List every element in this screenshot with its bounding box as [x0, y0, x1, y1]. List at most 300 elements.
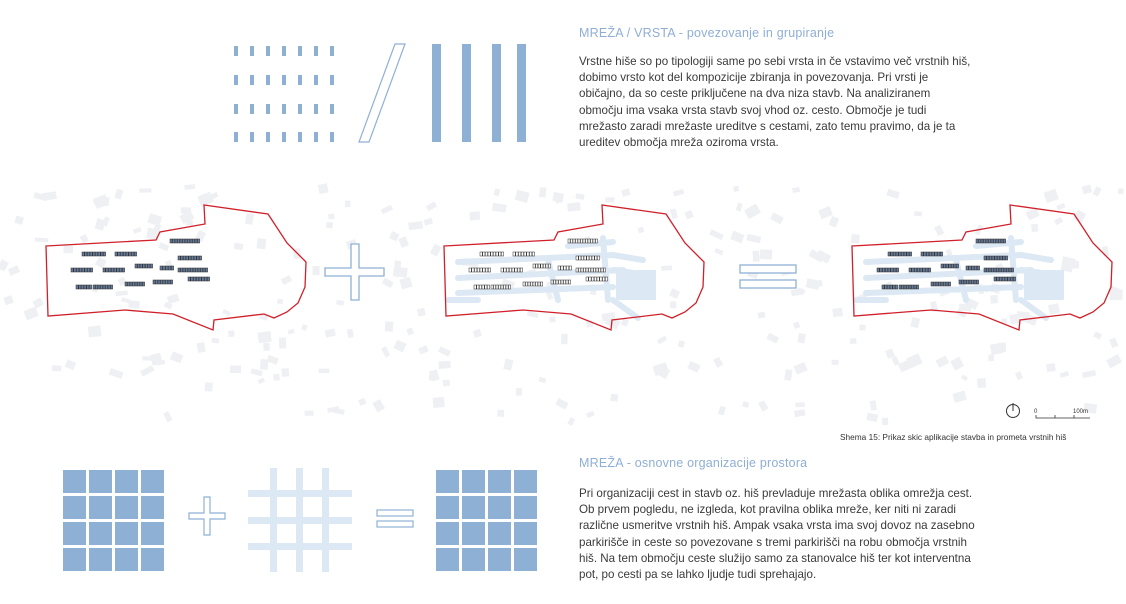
grid-block [89, 548, 112, 571]
house-unit [972, 280, 974, 284]
house-unit [586, 268, 588, 272]
house-unit [126, 252, 128, 256]
background-building [990, 295, 998, 304]
house-unit [559, 280, 561, 284]
house-unit [949, 264, 951, 268]
background-building [393, 340, 406, 353]
house-unit [1008, 277, 1010, 281]
house-unit [93, 252, 95, 256]
house-unit [912, 268, 914, 272]
house-unit [917, 268, 919, 272]
grid-block [63, 496, 86, 519]
house-unit [71, 268, 73, 272]
house-unit [604, 268, 606, 272]
background-building [93, 194, 109, 209]
house-unit [591, 268, 593, 272]
house-unit [188, 268, 190, 272]
background-building [197, 342, 206, 353]
house-unit [129, 252, 131, 256]
house-unit [546, 264, 548, 268]
background-building [1060, 371, 1070, 378]
scale-bar [1034, 409, 1090, 418]
house-unit [939, 282, 941, 286]
grid-block [115, 548, 138, 571]
background-building [167, 293, 180, 304]
house-unit [196, 277, 198, 281]
house-unit [538, 264, 540, 268]
house-unit [485, 285, 487, 289]
house-unit [999, 268, 1001, 272]
house-unit [163, 280, 165, 284]
house-unit [171, 266, 173, 270]
background-building [257, 377, 265, 384]
background-building [245, 213, 254, 225]
house-unit [84, 285, 86, 289]
house-unit [558, 266, 560, 270]
background-building [211, 338, 219, 344]
house-unit [949, 282, 951, 286]
house-unit [205, 277, 207, 281]
house-unit [589, 256, 591, 260]
background-building [714, 248, 723, 255]
house-unit [934, 282, 936, 286]
house-unit [883, 268, 885, 272]
background-building [784, 369, 792, 381]
house-unit [518, 268, 520, 272]
house-unit [135, 282, 137, 286]
house-unit [115, 252, 117, 256]
house-unit [989, 239, 991, 243]
house-unit [181, 268, 183, 272]
background-building [424, 218, 433, 226]
area-boundary [46, 205, 306, 330]
house-unit [994, 268, 996, 272]
house-unit [111, 268, 113, 272]
dash-mark [266, 132, 270, 142]
dash-mark [330, 75, 334, 85]
house-unit [548, 264, 550, 268]
house-unit [106, 285, 108, 289]
background-building [621, 318, 629, 326]
house-unit [977, 280, 979, 284]
house-unit [593, 239, 595, 243]
house-unit [150, 264, 152, 268]
house-unit [1002, 277, 1004, 281]
house-unit [587, 256, 589, 260]
background-building [473, 329, 482, 338]
house-unit [597, 256, 599, 260]
house-unit [486, 268, 488, 272]
house-unit [583, 239, 585, 243]
background-building [1017, 311, 1030, 318]
background-building [794, 409, 805, 417]
house-unit [595, 256, 597, 260]
house-unit [487, 285, 489, 289]
dash-mark [330, 46, 334, 56]
house-unit [76, 285, 78, 289]
slash-separator [359, 44, 405, 142]
house-unit [569, 266, 571, 270]
background-building [758, 400, 768, 411]
grid-block [462, 548, 485, 571]
house-unit [1004, 239, 1006, 243]
grid-block [63, 548, 86, 571]
grid-block [89, 496, 112, 519]
background-building [140, 365, 154, 376]
background-building [381, 346, 390, 357]
dash-mark [234, 104, 238, 114]
house-unit [1003, 256, 1005, 260]
background-building [14, 216, 24, 225]
background-building [263, 343, 270, 351]
house-unit [506, 285, 508, 289]
house-unit [551, 280, 553, 284]
grid-block [436, 548, 459, 571]
house-unit [203, 268, 205, 272]
top-section-heading: MREŽA / VRSTA - povezovanje in grupiranje [579, 26, 835, 40]
dash-mark [234, 75, 238, 85]
grid-block [141, 548, 164, 571]
background-building [109, 368, 124, 379]
house-unit [569, 280, 571, 284]
house-unit [199, 256, 201, 260]
background-building [760, 249, 773, 259]
house-unit [938, 252, 940, 256]
house-unit [170, 239, 172, 243]
house-unit [194, 277, 196, 281]
house-unit [504, 268, 506, 272]
background-building [266, 355, 278, 365]
grid-block [462, 470, 485, 493]
house-unit [591, 239, 593, 243]
house-unit [74, 268, 76, 272]
house-unit [986, 239, 988, 243]
house-unit [188, 277, 190, 281]
background-building [1015, 371, 1023, 380]
house-unit [197, 256, 199, 260]
house-unit [202, 277, 204, 281]
background-building [586, 411, 595, 418]
house-unit [178, 256, 180, 260]
bottom-section-heading: MREŽA - osnovne organizacije prostora [579, 456, 808, 470]
background-building [438, 346, 451, 357]
house-unit [158, 280, 160, 284]
house-unit [561, 266, 563, 270]
background-building [793, 322, 800, 329]
grid-block [514, 548, 537, 571]
background-building [818, 206, 833, 219]
house-unit [504, 285, 506, 289]
house-unit [482, 285, 484, 289]
house-unit [114, 268, 116, 272]
house-unit [190, 239, 192, 243]
background-building [730, 231, 745, 244]
background-building [8, 265, 20, 276]
house-unit [123, 252, 125, 256]
house-unit [584, 256, 586, 260]
house-unit [899, 285, 901, 289]
house-unit [578, 239, 580, 243]
house-unit [79, 268, 81, 272]
dash-mark [314, 132, 318, 142]
background-building [718, 406, 726, 416]
house-unit [901, 252, 903, 256]
house-unit [89, 285, 91, 289]
house-unit [189, 256, 191, 260]
house-unit [554, 280, 556, 284]
house-unit [499, 285, 501, 289]
house-unit [959, 280, 961, 284]
background-building [318, 183, 329, 194]
house-unit [186, 268, 188, 272]
house-unit [180, 239, 182, 243]
road-segment [1021, 255, 1051, 260]
background-building [406, 327, 414, 335]
background-building [561, 334, 568, 345]
house-unit [196, 268, 198, 272]
background-building [552, 192, 564, 203]
house-unit [81, 285, 83, 289]
dash-mark [298, 132, 302, 142]
background-building [258, 331, 272, 343]
dash-mark [282, 132, 286, 142]
house-unit [935, 252, 937, 256]
house-unit [120, 268, 122, 272]
grid-block [89, 522, 112, 545]
house-unit [931, 282, 933, 286]
background-building [1082, 185, 1093, 195]
background-building [794, 362, 808, 375]
house-unit [926, 268, 928, 272]
house-unit [153, 280, 155, 284]
house-unit [479, 285, 481, 289]
dash-mark [314, 104, 318, 114]
dash-mark [250, 104, 254, 114]
bottom-section-paragraph: Pri organizaciji cest in stavb oz. hiš prevladuje mrežasta oblika omrežja cest. Ob prvem pogledu, ne izgleda, kot pravilna oblika mreže, ker niti ni zaradi različne usmeritve vrstnih hiš. Ampak vsaka vrsta ima svoj dovoz na zasebno parkirišče in ceste so povezovane s tremi parkirišči na robu območja vrstnih hiš. Na tem območju ceste služijo samo za stanovalce hiš ter kot interventna pot, po cesti pa se lahko ljudje tudi sprehajajo. [579, 487, 975, 582]
dash-mark [282, 46, 286, 56]
house-unit [924, 252, 926, 256]
house-unit [597, 277, 599, 281]
house-unit [181, 256, 183, 260]
house-unit [997, 277, 999, 281]
house-unit [588, 239, 590, 243]
background-building [24, 307, 39, 321]
house-unit [538, 282, 540, 286]
house-unit [596, 268, 598, 272]
background-building [163, 411, 172, 422]
house-unit [979, 239, 981, 243]
building-rows [71, 239, 210, 289]
house-unit [997, 268, 999, 272]
house-unit [491, 285, 493, 289]
dash-mark [234, 132, 238, 142]
grid-block [115, 496, 138, 519]
house-unit [1011, 277, 1013, 281]
grid-block [488, 496, 511, 519]
house-unit [586, 277, 588, 281]
house-unit [185, 239, 187, 243]
house-unit [125, 282, 127, 286]
house-unit [1005, 256, 1007, 260]
house-unit [198, 239, 200, 243]
house-unit [488, 252, 490, 256]
north-arrow-icon [1007, 403, 1020, 418]
house-unit [885, 268, 887, 272]
background-building [914, 211, 922, 216]
background-building [228, 330, 235, 337]
dash-mark [234, 46, 238, 56]
house-unit [140, 282, 142, 286]
house-unit [605, 277, 607, 281]
house-unit [909, 285, 911, 289]
house-unit [603, 277, 605, 281]
house-unit [896, 252, 898, 256]
house-unit [121, 252, 123, 256]
house-unit [997, 256, 999, 260]
scale-start-label: 0 [1034, 409, 1038, 415]
background-building [1092, 186, 1101, 196]
house-unit [521, 252, 523, 256]
house-unit [946, 264, 948, 268]
house-unit [138, 264, 140, 268]
equals-operator-small [377, 510, 413, 527]
background-building [621, 188, 630, 197]
house-unit [969, 266, 971, 270]
dash-mark [250, 75, 254, 85]
house-unit [191, 268, 193, 272]
house-unit [576, 256, 578, 260]
background-building [669, 288, 680, 299]
house-unit [1009, 268, 1011, 272]
house-unit [475, 268, 477, 272]
background-building [128, 300, 140, 309]
house-unit [1005, 277, 1007, 281]
dash-mark [314, 75, 318, 85]
house-unit [887, 285, 889, 289]
house-unit [128, 282, 130, 286]
grid-block [436, 522, 459, 545]
background-building [139, 188, 151, 193]
background-building [709, 229, 724, 240]
parking-area [1024, 270, 1064, 300]
house-unit [576, 268, 578, 272]
background-building [433, 397, 445, 408]
house-unit [991, 239, 993, 243]
background-building [418, 345, 429, 354]
background-building [282, 368, 290, 377]
house-unit [207, 277, 209, 281]
background-building [328, 213, 335, 219]
background-building [426, 201, 437, 211]
house-unit [890, 285, 892, 289]
background-building [670, 301, 676, 308]
house-unit [90, 268, 92, 272]
house-unit [992, 268, 994, 272]
background-building [713, 357, 723, 368]
house-unit [877, 268, 879, 272]
background-building [184, 184, 195, 190]
house-unit [499, 252, 501, 256]
background-building [493, 188, 500, 196]
house-unit [902, 285, 904, 289]
house-unit [483, 252, 485, 256]
background-building [988, 354, 994, 361]
background-building [345, 201, 351, 208]
grid-block [115, 522, 138, 545]
background-building [744, 204, 761, 219]
dash-mark [298, 75, 302, 85]
plus-operator-small [189, 497, 225, 535]
house-unit [524, 252, 526, 256]
house-unit [976, 239, 978, 243]
background-building [977, 378, 986, 388]
house-unit [536, 264, 538, 268]
house-unit [160, 266, 162, 270]
background-building [1056, 203, 1065, 210]
house-unit [496, 285, 498, 289]
house-unit [536, 282, 538, 286]
background-building [438, 361, 450, 369]
house-unit [909, 252, 911, 256]
background-building [746, 234, 761, 244]
house-unit [477, 268, 479, 272]
house-unit [891, 268, 893, 272]
background-building [1031, 224, 1038, 232]
background-building [393, 267, 408, 278]
house-unit [921, 252, 923, 256]
background-building [516, 388, 523, 396]
house-unit [161, 280, 163, 284]
background-building [605, 197, 614, 202]
house-unit [178, 268, 180, 272]
house-unit [974, 266, 976, 270]
equals-operator [740, 265, 796, 288]
background-building [610, 394, 618, 402]
background-building [831, 360, 838, 366]
house-unit [600, 277, 602, 281]
background-building [382, 278, 394, 288]
house-unit [928, 268, 930, 272]
background-building [866, 413, 878, 423]
house-unit [106, 268, 108, 272]
house-unit [515, 268, 517, 272]
house-unit [509, 268, 511, 272]
background-building [497, 410, 504, 417]
grid-block [462, 522, 485, 545]
grid-block [514, 522, 537, 545]
house-unit [893, 285, 895, 289]
house-unit [882, 285, 884, 289]
house-unit [566, 280, 568, 284]
house-unit [885, 285, 887, 289]
house-unit [206, 268, 208, 272]
background-building [230, 365, 241, 373]
background-building [567, 417, 575, 426]
house-unit [79, 285, 81, 289]
house-unit [138, 282, 140, 286]
background-building [116, 290, 128, 296]
house-unit [122, 268, 124, 272]
house-unit [899, 252, 901, 256]
background-building [398, 236, 409, 248]
background-building [687, 361, 700, 373]
house-unit [1002, 268, 1004, 272]
house-unit [117, 268, 119, 272]
background-building [417, 308, 426, 317]
background-building [678, 340, 685, 348]
house-unit [566, 266, 568, 270]
house-unit [951, 264, 953, 268]
